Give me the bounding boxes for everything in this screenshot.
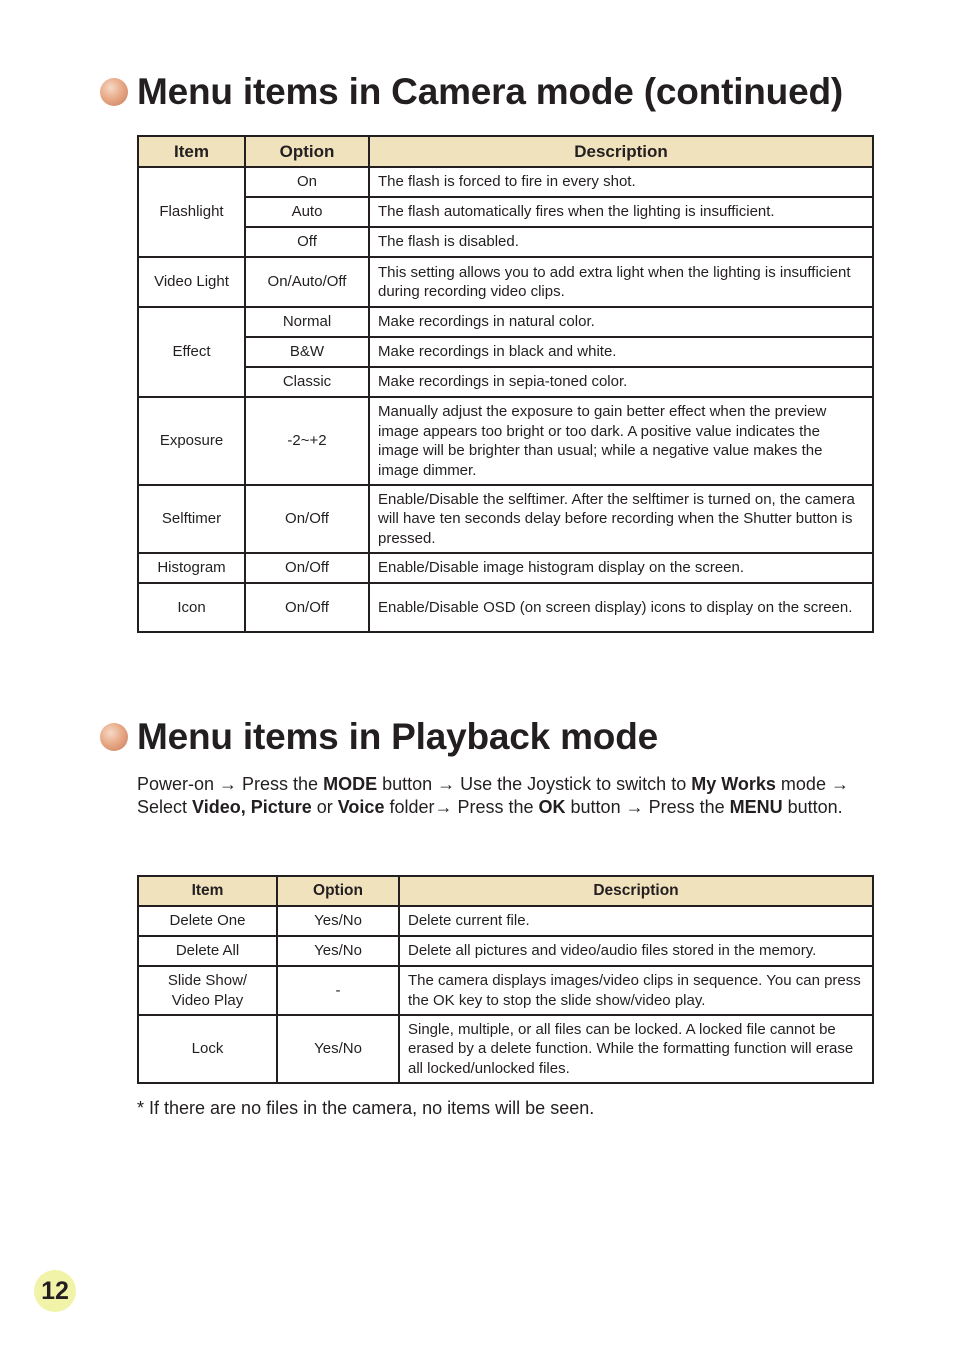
playback-section-heading <box>100 713 658 761</box>
description-cell: The flash automatically fires when the lighting is insufficient. <box>369 197 873 227</box>
option-cell: Off <box>245 227 369 257</box>
column-header-option: Option <box>277 876 399 906</box>
column-header-item: Item <box>138 136 245 167</box>
table-row <box>138 936 873 966</box>
option-cell: Yes/No <box>277 906 399 936</box>
item-cell: Icon <box>138 583 245 632</box>
camera-menu-table <box>137 135 874 633</box>
footnote: * If there are no files in the camera, no items will be seen. <box>137 1098 595 1118</box>
table-row <box>138 906 873 936</box>
item-cell: Video Light <box>138 257 245 307</box>
table-row <box>138 197 873 227</box>
option-cell: On <box>245 167 369 197</box>
option-cell: - <box>277 966 399 1015</box>
description-cell: Make recordings in black and white. <box>369 337 873 367</box>
item-cell: Slide Show/ Video Play <box>138 966 277 1015</box>
table-row <box>138 167 873 197</box>
description-cell: Single, multiple, or all files can be locked. A locked file cannot be erased by a delete function. While the formatting function will erase all locked/unlocked files. <box>399 1015 873 1083</box>
playback-section-title: Menu items in Playback mode <box>137 716 658 757</box>
description-cell: Make recordings in natural color. <box>369 307 873 337</box>
table-row <box>138 307 873 337</box>
bullet-circle-icon <box>100 723 128 751</box>
description-cell: The camera displays images/video clips in sequence. You can press the OK key to stop the slide show/video play. <box>399 966 873 1015</box>
table-header-row <box>138 876 873 906</box>
table-row <box>138 397 873 485</box>
bullet-circle-icon <box>100 78 128 106</box>
item-cell: Selftimer <box>138 485 245 553</box>
page-number: 12 <box>34 1270 76 1312</box>
description-cell: Enable/Disable OSD (on screen display) icons to display on the screen. <box>369 583 873 632</box>
option-cell: On/Auto/Off <box>245 257 369 307</box>
table-row <box>138 485 873 553</box>
description-cell: Enable/Disable image histogram display on the screen. <box>369 553 873 583</box>
item-cell: Exposure <box>138 397 245 485</box>
option-cell: On/Off <box>245 583 369 632</box>
item-cell: Lock <box>138 1015 277 1083</box>
playback-instructions: Power-on → Press the MODE button → Use the Joystick to switch to My Works mode → Select Video, Picture or Voice folder→ Press the OK button → Press the MENU button. <box>137 774 849 817</box>
item-cell: Effect <box>138 307 245 397</box>
column-header-description: Description <box>399 876 873 906</box>
item-cell: Histogram <box>138 553 245 583</box>
option-cell: Yes/No <box>277 1015 399 1083</box>
option-cell: Auto <box>245 197 369 227</box>
column-header-item: Item <box>138 876 277 906</box>
playback-menu-table <box>137 875 874 1084</box>
table-row <box>138 337 873 367</box>
description-cell: Manually adjust the exposure to gain better effect when the preview image appears too bright or too dark. A positive value indicates the image will be brighter than usual; while a negative value makes the image dimmer. <box>369 397 873 485</box>
table-row <box>138 553 873 583</box>
option-cell: Classic <box>245 367 369 397</box>
camera-section-title: Menu items in Camera mode (continued) <box>137 71 843 112</box>
description-cell: Enable/Disable the selftimer. After the selftimer is turned on, the camera will have ten seconds delay before recording when the Shutter button is pressed. <box>369 485 873 553</box>
column-header-option: Option <box>245 136 369 167</box>
description-cell: Delete all pictures and video/audio files stored in the memory. <box>399 936 873 966</box>
table-row <box>138 227 873 257</box>
table-header-row <box>138 136 873 167</box>
item-cell: Flashlight <box>138 167 245 257</box>
option-cell: On/Off <box>245 553 369 583</box>
option-cell: On/Off <box>245 485 369 553</box>
item-cell: Delete All <box>138 936 277 966</box>
description-cell: The flash is forced to fire in every shot. <box>369 167 873 197</box>
table-row <box>138 966 873 1015</box>
camera-section-heading <box>100 68 843 116</box>
table-row <box>138 257 873 307</box>
option-cell: Normal <box>245 307 369 337</box>
description-cell: This setting allows you to add extra light when the lighting is insufficient during recording video clips. <box>369 257 873 307</box>
description-cell: The flash is disabled. <box>369 227 873 257</box>
description-cell: Delete current file. <box>399 906 873 936</box>
table-row <box>138 367 873 397</box>
table-row <box>138 1015 873 1083</box>
option-cell: B&W <box>245 337 369 367</box>
item-cell: Delete One <box>138 906 277 936</box>
option-cell: Yes/No <box>277 936 399 966</box>
column-header-description: Description <box>369 136 873 167</box>
option-cell: -2~+2 <box>245 397 369 485</box>
table-row <box>138 583 873 632</box>
description-cell: Make recordings in sepia-toned color. <box>369 367 873 397</box>
